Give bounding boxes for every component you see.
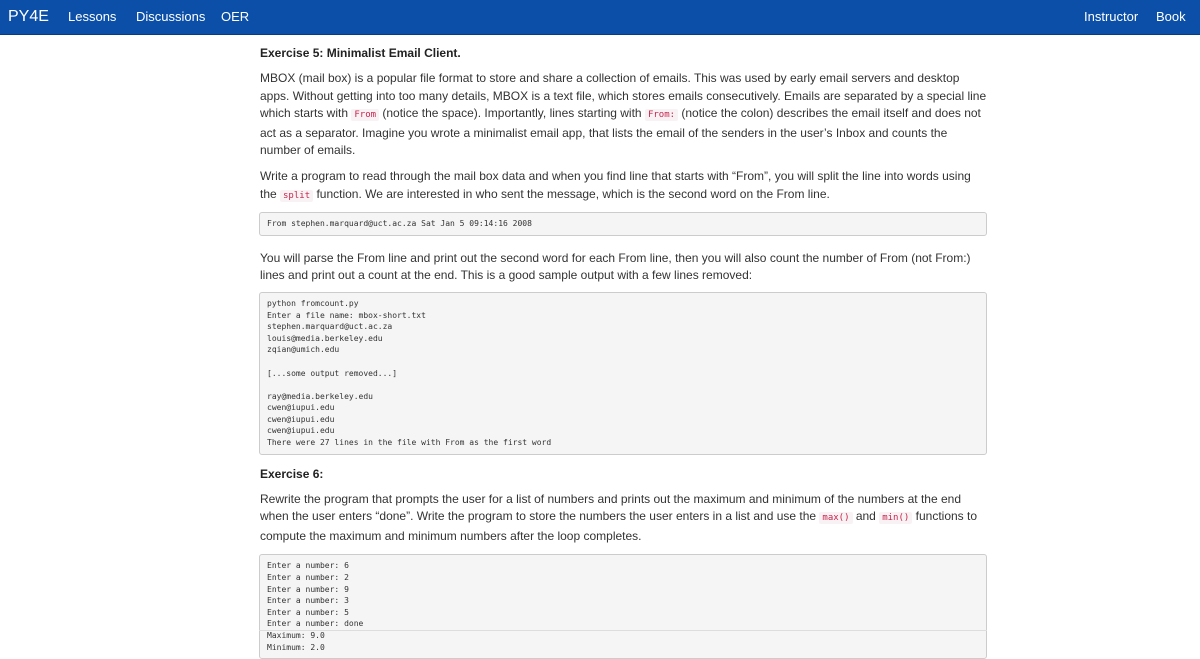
divider xyxy=(259,630,987,631)
text-span: functions to compute the maximum and minimum numbers after the loop completes. xyxy=(260,509,978,543)
inline-code-from-colon: From: xyxy=(645,109,678,121)
exercise-5-paragraph-1 xyxy=(260,70,987,160)
inline-code-split: split xyxy=(280,190,313,202)
exercise-6-title: Exercise 6: xyxy=(260,466,324,481)
text-span: and xyxy=(852,509,880,524)
exercise-5-paragraph-2 xyxy=(260,168,987,205)
inline-code-max: max() xyxy=(819,512,852,524)
text-span: Write a program to read through the mail box data and when you find line that starts with “From”, you will split the line into words using the xyxy=(260,168,971,201)
exercise-5-paragraph-3: You will parse the From line and print out the second word for each From line, then you will also count the number of From (not From:) lines and print out a count at the end. This is a good sample output with a few lines removed: xyxy=(260,250,971,283)
nav-lessons[interactable]: Lessons xyxy=(68,9,117,24)
nav-oer[interactable]: OER xyxy=(221,9,250,24)
nav-book[interactable]: Book xyxy=(1156,9,1186,24)
main-content xyxy=(259,35,987,659)
exercise-6-paragraph xyxy=(260,491,987,546)
inline-code-from: From xyxy=(351,109,379,121)
nav-instructor[interactable]: Instructor xyxy=(1084,9,1139,24)
text-span: (notice the space). Importantly, lines starting with xyxy=(379,106,645,121)
text-span: Rewrite the program that prompts the user for a list of numbers and prints out the maximum and minimum of the numbers at the end when the user enters “done”. Write the program to store the numbers the user enters in a list and use the xyxy=(260,491,961,524)
code-block-sample-output[interactable]: python fromcount.py Enter a file name: mbox-short.txt stephen.marquard@uct.ac.za louis@media.berkeley.edu zqian@umich.edu [...some output removed...] ray@media.berkeley.edu cwen@iupui.edu cwen@iupui.edu cwen@iupui.edu There were 27 lines in the file with From as the first word xyxy=(259,292,987,455)
text-span: function. We are interested in who sent the message, which is the second word on the From line. xyxy=(313,186,830,201)
text-span: MBOX (mail box) is a popular file format to store and share a collection of emails. This was used by early email servers and desktop apps. Without getting into too many details, MBOX is a text file, which stores emails consecutively. Emails are separated by a special line which starts with xyxy=(260,71,987,121)
code-block-exercise-6[interactable]: Enter a number: 6 Enter a number: 2 Enter a number: 9 Enter a number: 3 Enter a number: 5 Enter a number: done Maximum: 9.0 Minimum: 2.0 xyxy=(259,554,987,659)
brand-link[interactable]: PY4E xyxy=(8,8,49,25)
text-span: (notice the colon) describes the email itself and does not act as a separator. Imagine you wrote a minimalist email app, that lists the email of the senders in the user’s Inbox and counts the number of emails. xyxy=(260,106,981,158)
code-block-from-line[interactable]: From stephen.marquard@uct.ac.za Sat Jan 5 09:14:16 2008 xyxy=(259,212,987,236)
nav-discussions[interactable]: Discussions xyxy=(136,9,206,24)
inline-code-min: min() xyxy=(879,512,912,524)
top-navbar xyxy=(0,0,1200,35)
exercise-5-title: Exercise 5: Minimalist Email Client. xyxy=(260,46,461,60)
